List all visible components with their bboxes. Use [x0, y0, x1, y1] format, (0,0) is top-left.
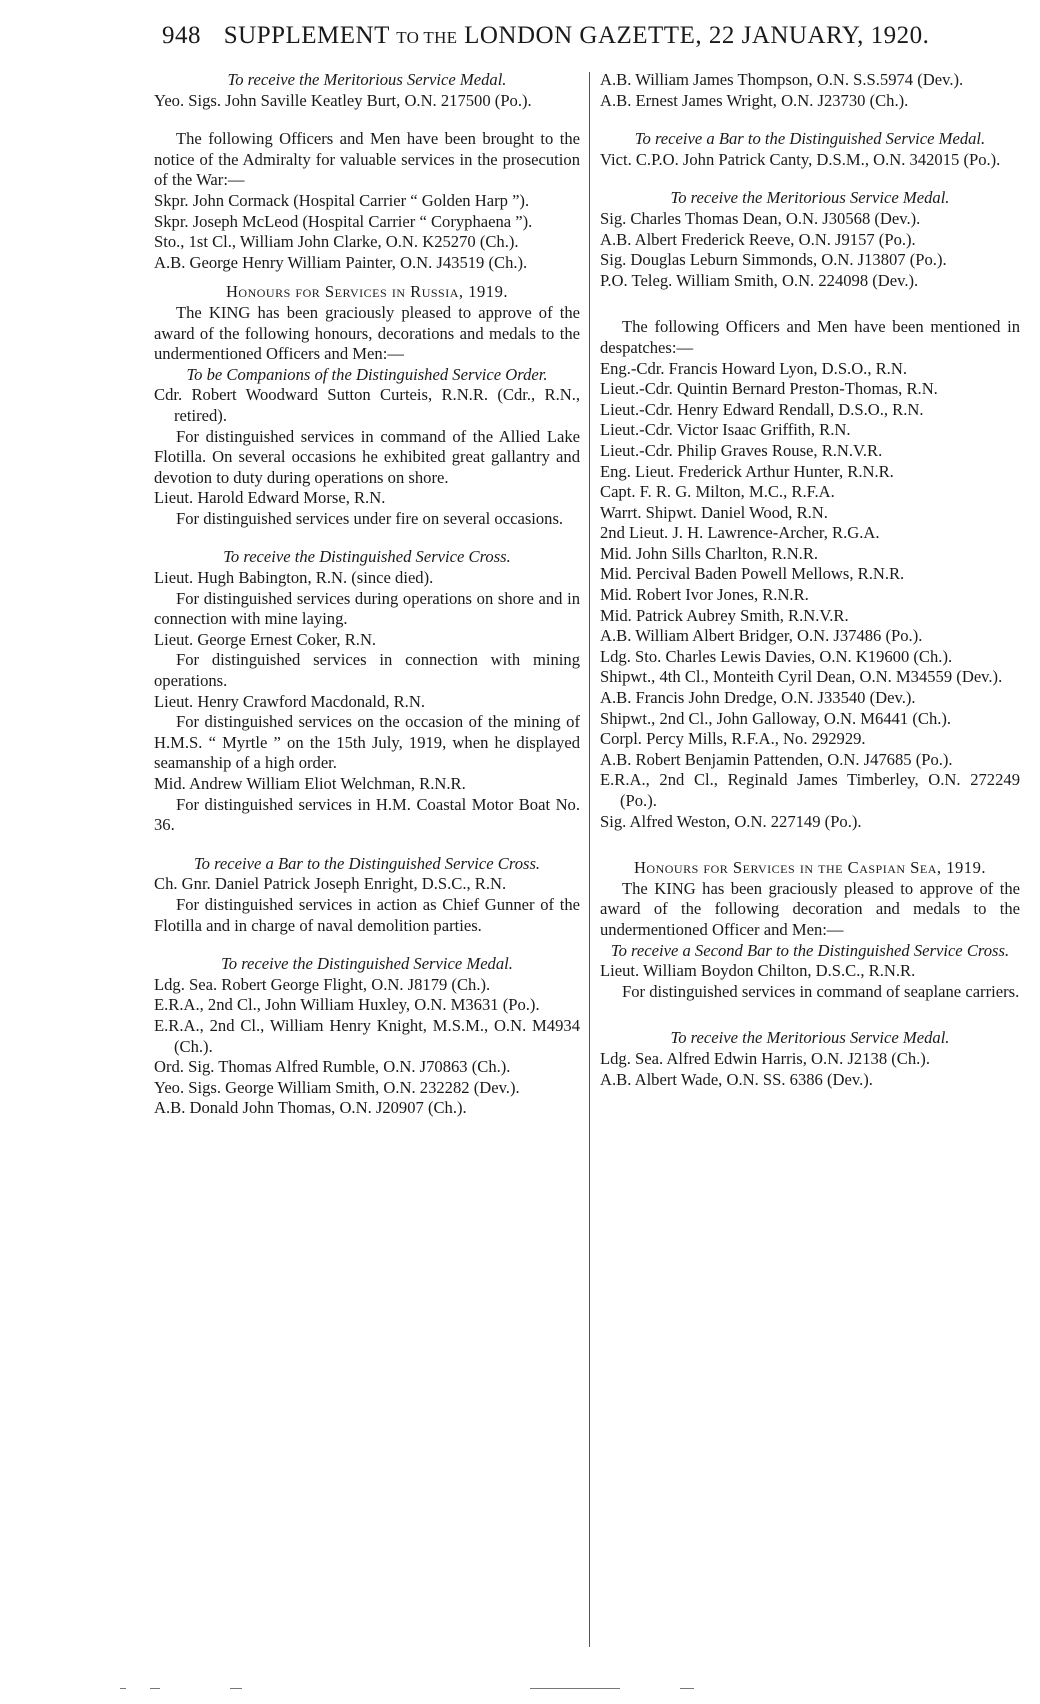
- award-entry: Ldg. Sto. Charles Lewis Davies, O.N. K19600 (Ch.).: [600, 646, 953, 666]
- award-entry: Warrt. Shipwt. Daniel Wood, R.N.: [600, 502, 828, 522]
- section-heading: To be Companions of the Distinguished Service Order.: [186, 364, 548, 384]
- award-entry: Shipwt., 4th Cl., Monteith Cyril Dean, O.N. M34559 (Dev.).: [600, 667, 1003, 687]
- section-heading: Honours for Services in Russia, 1919.: [225, 282, 509, 302]
- award-entry: Lieut. William Boydon Chilton, D.S.C., R.N.R.: [600, 961, 916, 981]
- award-entry: E.R.A., 2nd Cl., Reginald James Timberley, O.N. 272249 (Po.).: [600, 770, 1020, 810]
- award-entry: A.B. Robert Benjamin Pattenden, O.N. J47685 (Po.).: [600, 749, 953, 769]
- award-entry: Sig. Charles Thomas Dean, O.N. J30568 (Dev.).: [600, 208, 921, 228]
- header-to-the: TO THE: [396, 28, 458, 47]
- award-entry: E.R.A., 2nd Cl., John William Huxley, O.N. M3631 (Po.).: [154, 995, 540, 1015]
- scan-mark: [680, 1688, 694, 1689]
- award-entry: Vict. C.P.O. John Patrick Canty, D.S.M., O.N. 342015 (Po.).: [600, 149, 1001, 169]
- scan-mark: [530, 1688, 620, 1689]
- award-entry: Lieut. Harold Edward Morse, R.N.: [154, 488, 386, 508]
- award-entry: Skpr. John Cormack (Hospital Carrier “ Golden Harp ”).: [154, 190, 530, 210]
- award-entry: Lieut.-Cdr. Victor Isaac Griffith, R.N.: [600, 420, 851, 440]
- citation: For distinguished services during operations on shore and in connection with mine laying.: [154, 588, 580, 629]
- section-heading: To receive the Meritorious Service Medal.: [227, 70, 507, 89]
- award-entry: Ch. Gnr. Daniel Patrick Joseph Enright, D.S.C., R.N.: [154, 874, 507, 894]
- award-entry: A.B. George Henry William Painter, O.N. J43519 (Ch.).: [154, 252, 528, 272]
- section-heading: To receive the Meritorious Service Medal.: [670, 1028, 950, 1048]
- award-entry: Mid. Robert Ivor Jones, R.N.R.: [600, 585, 809, 605]
- award-entry: Lieut.-Cdr. Henry Edward Rendall, D.S.O., R.N.: [600, 399, 924, 419]
- page-header: [162, 22, 1002, 50]
- scan-mark: [230, 1688, 242, 1689]
- award-entry: Eng.-Cdr. Francis Howard Lyon, D.S.O., R.N.: [600, 358, 907, 378]
- page-number: 948: [162, 22, 201, 49]
- right-column: [600, 70, 1020, 1090]
- citation: For distinguished services on the occasion of the mining of H.M.S. “ Myrtle ” on the 15th July, 1919, when he displayed seamanship of a high order.: [154, 712, 580, 773]
- header-gazette-date: LONDON GAZETTE, 22 JANUARY, 1920.: [464, 22, 930, 49]
- award-entry: E.R.A., 2nd Cl., William Henry Knight, M.S.M., O.N. M4934 (Ch.).: [154, 1015, 580, 1056]
- scan-mark: [150, 1688, 160, 1689]
- left-column: [154, 70, 580, 1119]
- citation: For distinguished services under fire on several occasions.: [176, 508, 564, 528]
- award-entry: Lieut. Henry Crawford Macdonald, R.N.: [154, 691, 425, 711]
- column-divider: [589, 72, 590, 1647]
- paragraph: The following Officers and Men have been brought to the notice of the Admiralty for valuable services in the prosecution of the War:—: [154, 129, 580, 190]
- section-heading: To receive the Distinguished Service Medal.: [221, 954, 513, 974]
- award-entry: Yeo. Sigs. John Saville Keatley Burt, O.N. 217500 (Po.).: [154, 90, 532, 110]
- award-entry: Cdr. Robert Woodward Sutton Curteis, R.N.R. (Cdr., R.N., retired).: [154, 385, 580, 425]
- award-entry: P.O. Teleg. William Smith, O.N. 224098 (Dev.).: [600, 270, 919, 290]
- award-entry: Mid. John Sills Charlton, R.N.R.: [600, 543, 819, 563]
- citation: For distinguished services in H.M. Coastal Motor Boat No. 36.: [154, 794, 580, 835]
- award-entry: Eng. Lieut. Frederick Arthur Hunter, R.N.R.: [600, 461, 894, 481]
- award-entry: Mid. Percival Baden Powell Mellows, R.N.R.: [600, 564, 905, 584]
- award-entry: A.B. Albert Wade, O.N. SS. 6386 (Dev.).: [600, 1069, 873, 1089]
- award-entry: Ldg. Sea. Robert George Flight, O.N. J8179 (Ch.).: [154, 974, 491, 994]
- award-entry: Ldg. Sea. Alfred Edwin Harris, O.N. J2138 (Ch.).: [600, 1048, 930, 1068]
- award-entry: A.B. Francis John Dredge, O.N. J33540 (Dev.).: [600, 688, 916, 708]
- award-entry: A.B. Albert Frederick Reeve, O.N. J9157 (Po.).: [600, 229, 916, 249]
- award-entry: Mid. Andrew William Eliot Welchman, R.N.R.: [154, 774, 466, 793]
- citation: For distinguished services in command of seaplane carriers.: [622, 981, 1020, 1001]
- section-heading: Honours for Services in the Caspian Sea, 1919.: [633, 858, 987, 878]
- award-entry: A.B. Donald John Thomas, O.N. J20907 (Ch.).: [154, 1098, 467, 1118]
- award-entry: Lieut. Hugh Babington, R.N. (since died).: [154, 568, 434, 588]
- award-entry: A.B. Ernest James Wright, O.N. J23730 (Ch.).: [600, 90, 909, 110]
- award-entry: Lieut.-Cdr. Quintin Bernard Preston-Thomas, R.N.: [600, 379, 938, 399]
- section-heading: To receive a Bar to the Distinguished Service Medal.: [634, 129, 986, 149]
- award-entry: Mid. Patrick Aubrey Smith, R.N.V.R.: [600, 605, 849, 625]
- award-entry: Sig. Douglas Leburn Simmonds, O.N. J13807 (Po.).: [600, 250, 947, 270]
- citation: For distinguished services in command of the Allied Lake Flotilla. On several occasions he exhibited great gallantry and devotion to duty during operations on shore.: [154, 426, 580, 487]
- award-entry: 2nd Lieut. J. H. Lawrence-Archer, R.G.A.: [600, 523, 880, 543]
- award-entry: Sig. Alfred Weston, O.N. 227149 (Po.).: [600, 811, 862, 831]
- section-heading: To receive the Meritorious Service Medal.: [670, 188, 950, 208]
- award-entry: Sto., 1st Cl., William John Clarke, O.N. K25270 (Ch.).: [154, 232, 519, 252]
- section-heading: To receive a Second Bar to the Distinguished Service Cross.: [610, 940, 1010, 960]
- paragraph: The following Officers and Men have been mentioned in despatches:—: [600, 317, 1020, 357]
- award-entry: Lieut.-Cdr. Philip Graves Rouse, R.N.V.R.: [600, 440, 883, 460]
- section-heading: To receive the Distinguished Service Cross.: [223, 547, 511, 567]
- header-supplement: SUPPLEMENT: [223, 22, 390, 49]
- citation: For distinguished services in connection with mining operations.: [154, 650, 580, 691]
- section-heading: To receive a Bar to the Distinguished Service Cross.: [193, 853, 541, 873]
- paragraph: The KING has been graciously pleased to approve of the award of the following honours, decorations and medals to the undermentioned Officers and Men:—: [154, 302, 580, 364]
- award-entry: Corpl. Percy Mills, R.F.A., No. 292929.: [600, 729, 866, 749]
- paragraph: The KING has been graciously pleased to approve of the award of the following decoration and medals to the undermentioned Officer and Men:—: [600, 878, 1020, 939]
- award-entry: A.B. William James Thompson, O.N. S.S.5974 (Dev.).: [600, 70, 964, 89]
- award-entry: Ord. Sig. Thomas Alfred Rumble, O.N. J70863 (Ch.).: [154, 1057, 511, 1077]
- award-entry: Shipwt., 2nd Cl., John Galloway, O.N. M6441 (Ch.).: [600, 708, 952, 728]
- award-entry: Skpr. Joseph McLeod (Hospital Carrier “ Coryphaena ”).: [154, 211, 533, 231]
- award-entry: A.B. William Albert Bridger, O.N. J37486 (Po.).: [600, 626, 923, 646]
- award-entry: Yeo. Sigs. George William Smith, O.N. 232282 (Dev.).: [154, 1077, 520, 1097]
- scan-mark: [120, 1688, 126, 1689]
- award-entry: Capt. F. R. G. Milton, M.C., R.F.A.: [600, 482, 835, 502]
- award-entry: Lieut. George Ernest Coker, R.N.: [154, 629, 377, 649]
- citation: For distinguished services in action as Chief Gunner of the Flotilla and in charge of naval demolition parties.: [154, 894, 580, 935]
